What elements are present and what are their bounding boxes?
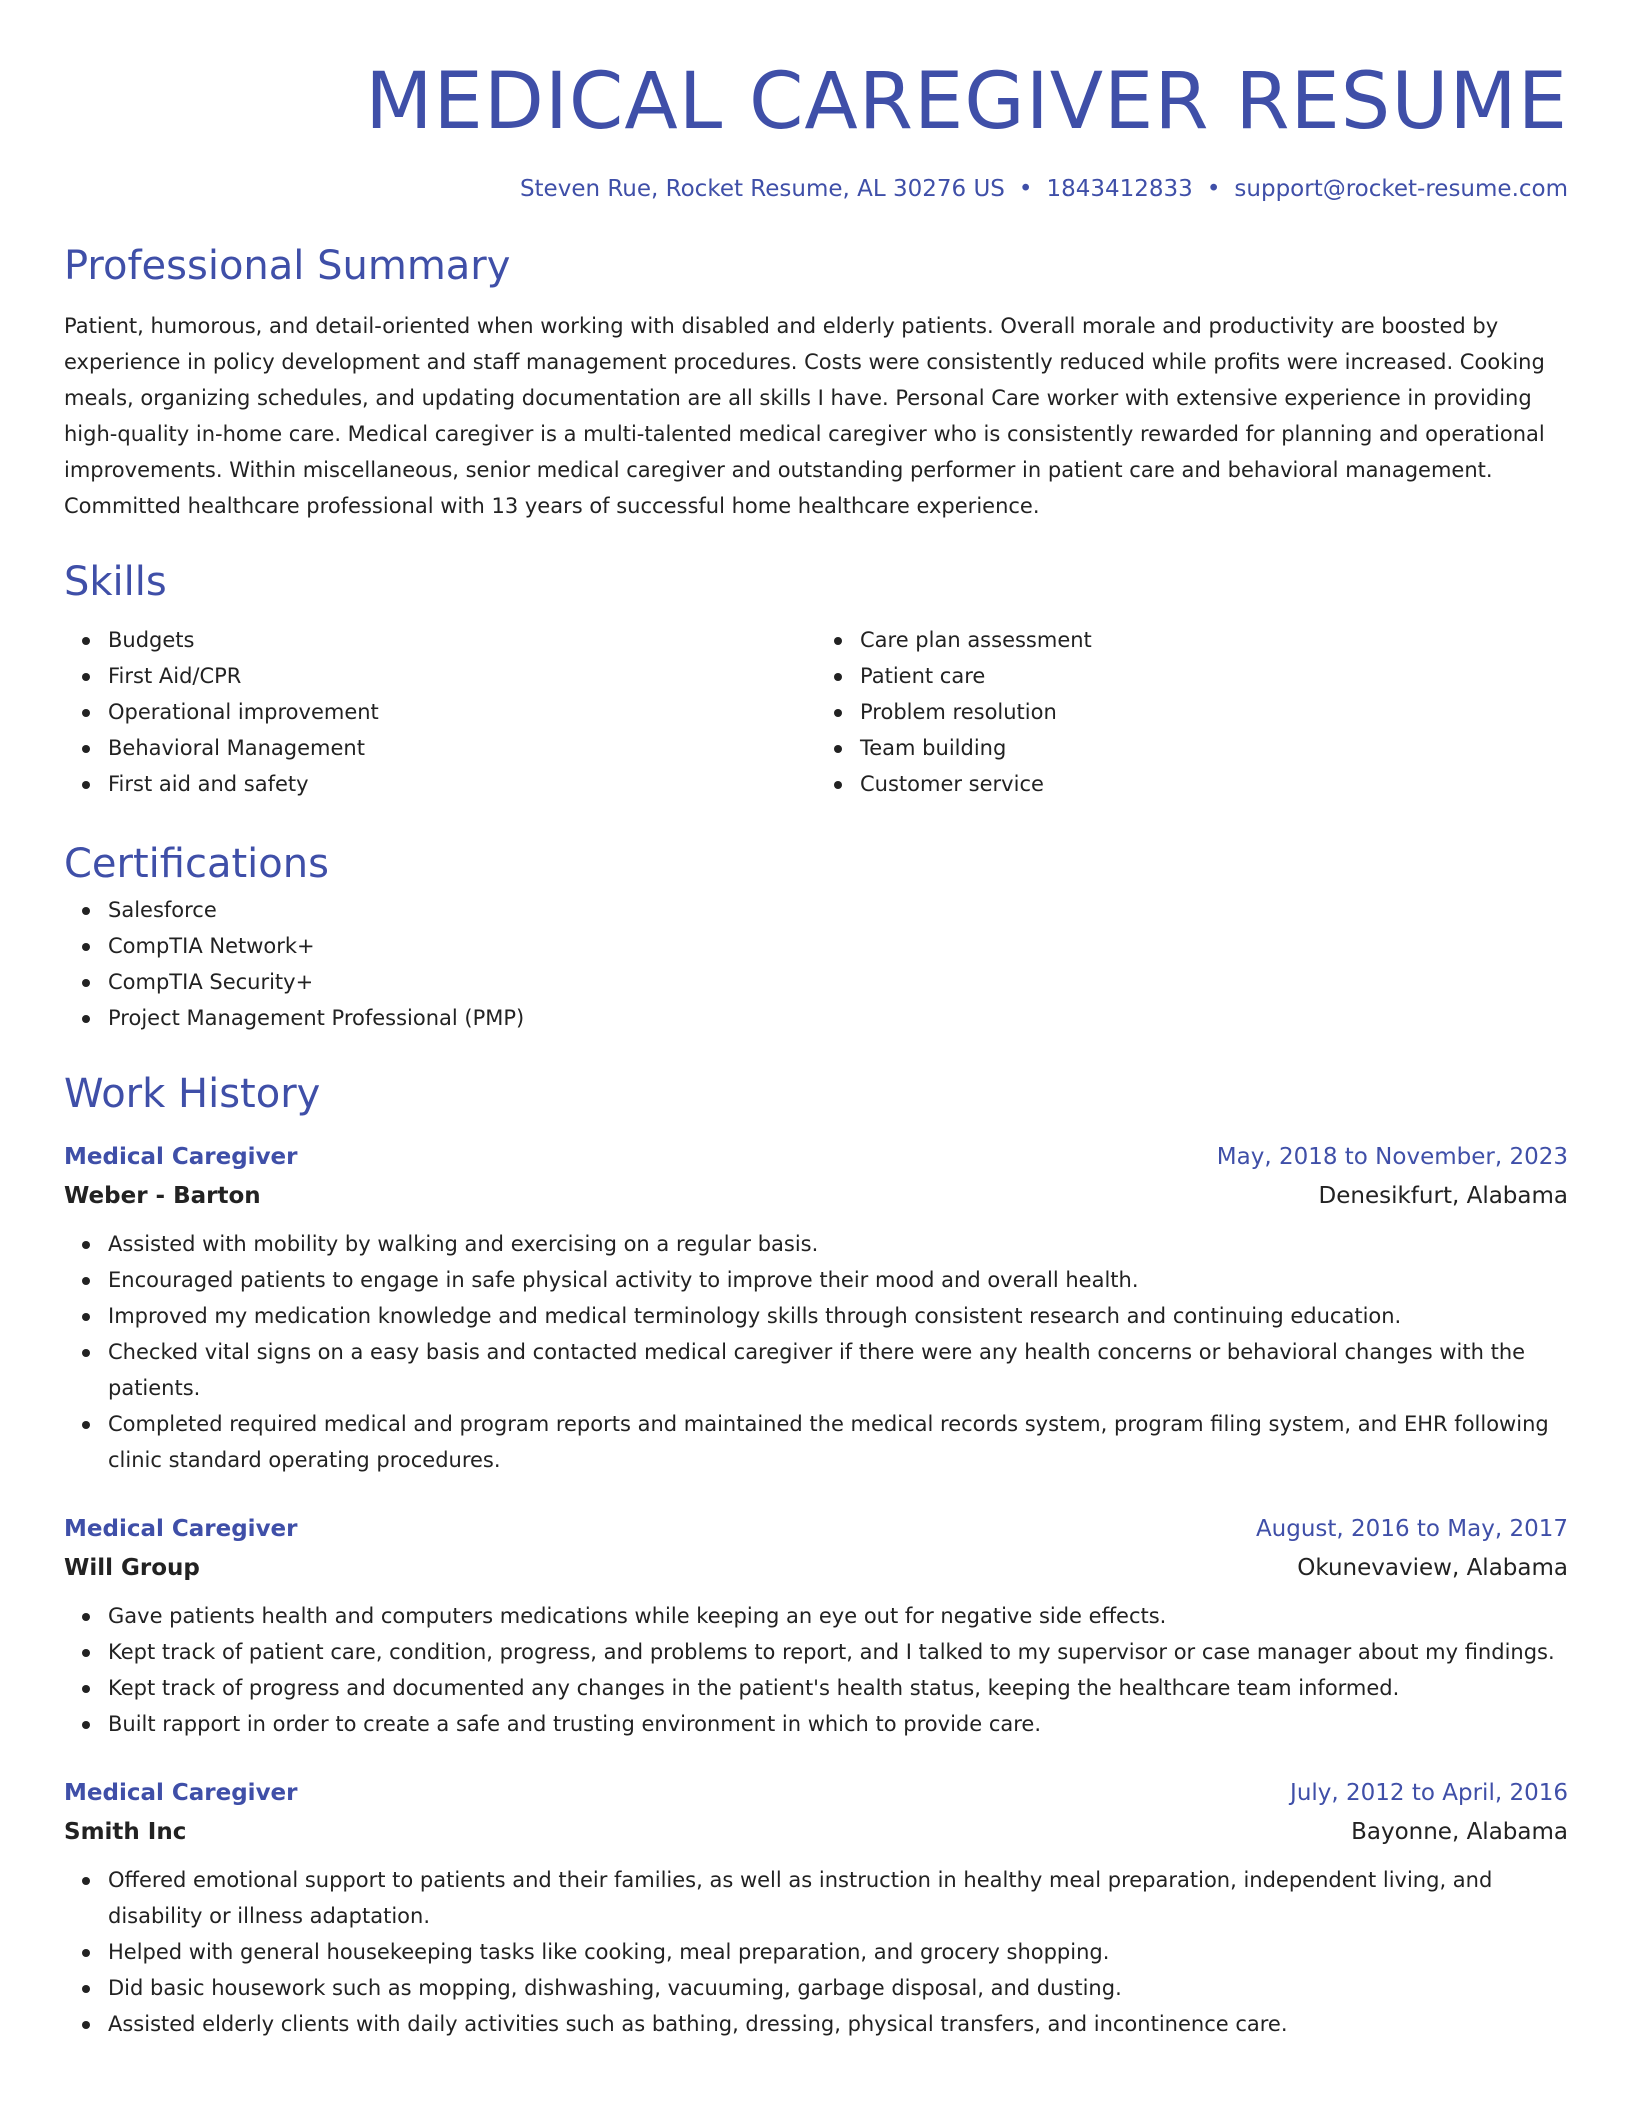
job-title: Medical Caregiver — [64, 1516, 298, 1542]
skills-list-left — [64, 622, 816, 802]
skill-item: First Aid/CPR — [108, 658, 816, 694]
job-company: Will Group — [64, 1555, 200, 1581]
summary-section — [64, 238, 1568, 524]
skills-list-right — [816, 622, 1568, 802]
certifications-list — [64, 892, 1568, 1036]
job-title-row — [64, 1138, 1568, 1176]
skill-item: Operational improvement — [108, 694, 816, 730]
job-duty-item: Checked vital signs on a easy basis and contacted medical caregiver if there were any health concerns or behavioral changes with the patients. — [108, 1334, 1568, 1406]
job-duty-item: Encouraged patients to engage in safe physical activity to improve their mood and overall health. — [108, 1262, 1568, 1298]
job-entry — [64, 1774, 1568, 2042]
summary-text: Patient, humorous, and detail-oriented when working with disabled and elderly patients. Overall morale and productivity are boosted by experience in policy development and staff management procedures. Costs were consistently reduced while profits were increased. Cooking meals, organizing schedules, and updating documentation are all skills I have. Personal Care worker with extensive experience in providing high-quality in-home care. Medical caregiver is a multi-talented medical caregiver who is consistently rewarded for planning and operational improvements. Within miscellaneous, senior medical caregiver and outstanding performer in patient care and behavioral management. Committed healthcare professional with 13 years of successful home healthcare experience. — [64, 314, 1545, 518]
job-location: Okunevaview, Alabama — [1297, 1555, 1568, 1581]
contact-separator: • — [1018, 176, 1033, 202]
job-duty-item: Offered emotional support to patients and their families, as well as instruction in healthy meal preparation, independent living, and disability or illness adaptation. — [108, 1862, 1568, 1934]
job-location: Bayonne, Alabama — [1351, 1819, 1568, 1845]
certification-item: CompTIA Security+ — [108, 964, 1568, 1000]
job-duty-item: Helped with general housekeeping tasks like cooking, meal preparation, and grocery shopping. — [108, 1934, 1568, 1970]
summary-heading: Professional Summary — [64, 243, 511, 289]
skill-item: Care plan assessment — [860, 622, 1568, 658]
job-duties-list — [64, 1598, 1568, 1742]
job-entry — [64, 1510, 1568, 1742]
job-duty-item: Kept track of progress and documented any changes in the patient's health status, keeping the healthcare team informed. — [108, 1670, 1568, 1706]
job-title: Medical Caregiver — [64, 1144, 298, 1170]
certification-item: Project Management Professional (PMP) — [108, 1000, 1568, 1036]
skills-section — [64, 554, 1568, 802]
contact-separator: • — [1206, 176, 1221, 202]
job-entry — [64, 1138, 1568, 1478]
job-company-row — [64, 1176, 1568, 1216]
job-duty-item: Gave patients health and computers medications while keeping an eye out for negative side effects. — [108, 1598, 1568, 1634]
certifications-section — [64, 836, 1568, 1036]
certifications-heading: Certifications — [64, 841, 329, 887]
job-company: Smith Inc — [64, 1819, 187, 1845]
skill-item: Patient care — [860, 658, 1568, 694]
job-duties-list — [64, 1862, 1568, 2042]
job-title: Medical Caregiver — [64, 1780, 298, 1806]
work-history-heading: Work History — [64, 1071, 321, 1117]
job-title-row — [64, 1510, 1568, 1548]
resume-header — [64, 52, 1568, 206]
certification-item: CompTIA Network+ — [108, 928, 1568, 964]
job-duty-item: Assisted elderly clients with daily activities such as bathing, dressing, physical transfers, and incontinence care. — [108, 2006, 1568, 2042]
job-duty-item: Improved my medication knowledge and medical terminology skills through consistent research and continuing education. — [108, 1298, 1568, 1334]
contact-email: support@rocket-resume.com — [1234, 176, 1568, 202]
job-dates: August, 2016 to May, 2017 — [1255, 1516, 1568, 1542]
skill-item: First aid and safety — [108, 766, 816, 802]
job-title-row — [64, 1774, 1568, 1812]
skills-heading: Skills — [64, 559, 167, 605]
job-duty-item: Completed required medical and program reports and maintained the medical records system, program filing system, and EHR following clinic standard operating procedures. — [108, 1406, 1568, 1478]
skill-item: Team building — [860, 730, 1568, 766]
skills-grid — [64, 622, 1568, 802]
job-company-row — [64, 1548, 1568, 1588]
skill-item: Behavioral Management — [108, 730, 816, 766]
job-dates: July, 2012 to April, 2016 — [1290, 1780, 1568, 1806]
job-duty-item: Did basic housework such as mopping, dishwashing, vacuuming, garbage disposal, and dusting. — [108, 1970, 1568, 2006]
job-duty-item: Kept track of patient care, condition, progress, and problems to report, and I talked to my supervisor or case manager about my findings. — [108, 1634, 1568, 1670]
skill-item: Budgets — [108, 622, 816, 658]
resume-title: MEDICAL CAREGIVER RESUME — [365, 57, 1568, 147]
job-company: Weber - Barton — [64, 1183, 261, 1209]
job-company-row — [64, 1812, 1568, 1852]
skill-item: Problem resolution — [860, 694, 1568, 730]
skill-item: Customer service — [860, 766, 1568, 802]
work-history-section — [64, 1066, 1568, 2042]
job-duty-item: Built rapport in order to create a safe and trusting environment in which to provide care. — [108, 1706, 1568, 1742]
contact-phone: 1843412833 — [1046, 176, 1193, 202]
job-duty-item: Assisted with mobility by walking and exercising on a regular basis. — [108, 1226, 1568, 1262]
job-dates: May, 2018 to November, 2023 — [1216, 1144, 1568, 1170]
contact-line — [64, 172, 1568, 206]
job-duties-list — [64, 1226, 1568, 1478]
certification-item: Salesforce — [108, 892, 1568, 928]
contact-address: Steven Rue, Rocket Resume, AL 30276 US — [519, 176, 1005, 202]
job-location: Denesikfurt, Alabama — [1318, 1183, 1568, 1209]
